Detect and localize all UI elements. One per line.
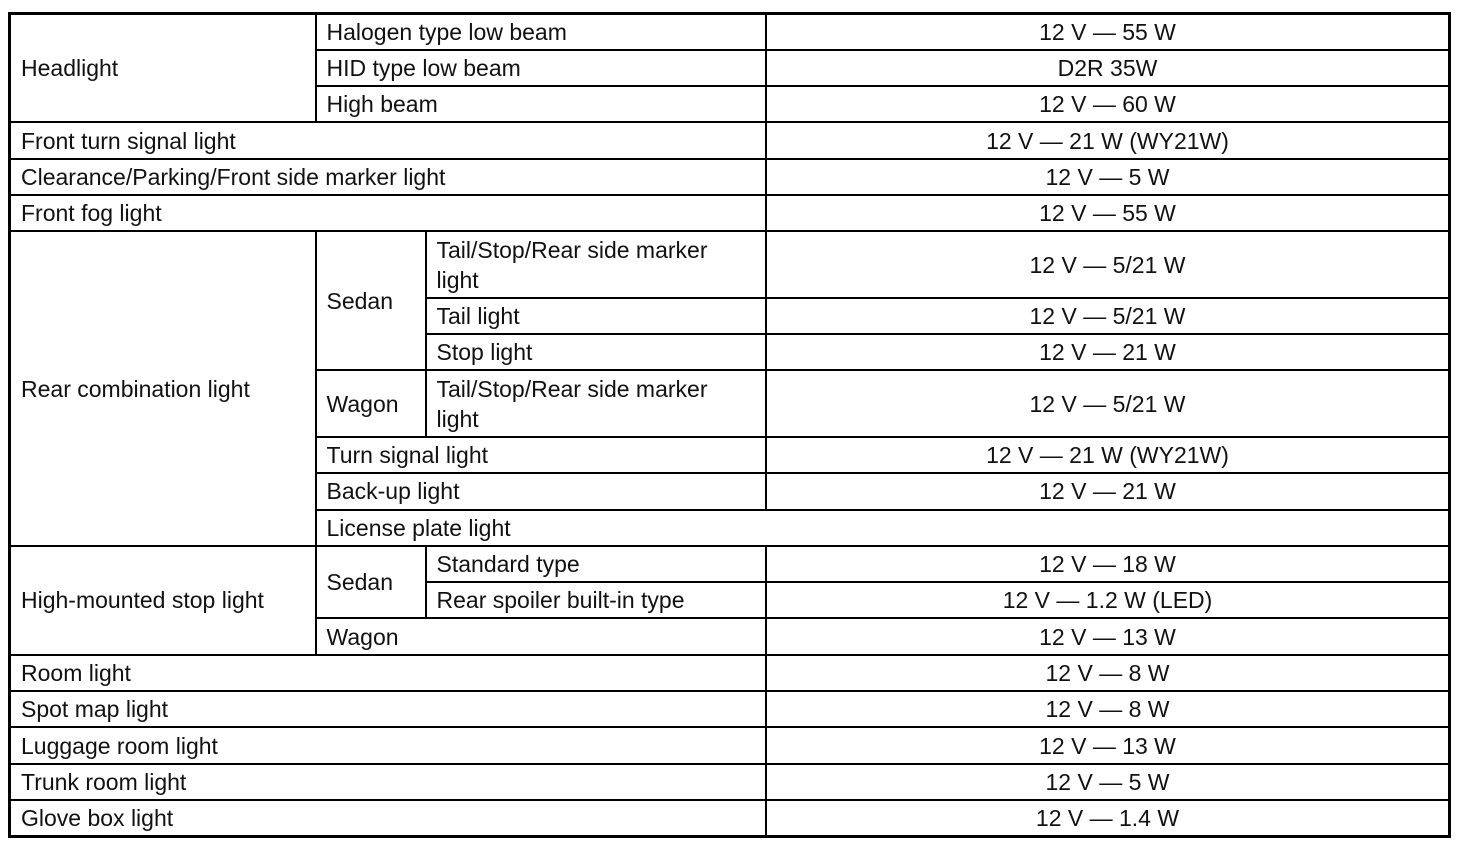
backup-light-label: Back-up light xyxy=(316,473,766,509)
glove-box-light-label: Glove box light xyxy=(10,800,766,837)
table-row xyxy=(10,691,1450,727)
luggage-room-light-label: Luggage room light xyxy=(10,727,766,763)
spot-map-light-value: 12 V — 8 W xyxy=(766,691,1450,727)
rear-combination-label: Rear combination light xyxy=(10,231,316,546)
sedan-tail-stop-marker-label: Tail/Stop/Rear side marker light xyxy=(426,231,766,298)
sedan-stop-light-label: Stop light xyxy=(426,334,766,370)
table-row xyxy=(10,727,1450,763)
luggage-room-light-value: 12 V — 13 W xyxy=(766,727,1450,763)
table-row xyxy=(10,159,1450,195)
wagon-tail-stop-marker-label: Tail/Stop/Rear side marker light xyxy=(426,370,766,437)
headlight-label: Headlight xyxy=(10,14,316,123)
room-light-label: Room light xyxy=(10,655,766,691)
table-row xyxy=(10,800,1450,837)
standard-type-value: 12 V — 18 W xyxy=(766,546,1450,582)
clearance-light-value: 12 V — 5 W xyxy=(766,159,1450,195)
rear-turn-signal-value: 12 V — 21 W (WY21W) xyxy=(766,437,1450,473)
sedan-tail-light-label: Tail light xyxy=(426,298,766,334)
rear-spoiler-type-value: 12 V — 1.2 W (LED) xyxy=(766,582,1450,618)
high-mounted-wagon-value: 12 V — 13 W xyxy=(766,618,1450,654)
rear-spoiler-type-label: Rear spoiler built-in type xyxy=(426,582,766,618)
front-turn-signal-label: Front turn signal light xyxy=(10,122,766,158)
wagon-tail-stop-marker-value: 12 V — 5/21 W xyxy=(766,370,1450,437)
clearance-light-label: Clearance/Parking/Front side marker light xyxy=(10,159,766,195)
halogen-low-beam-label: Halogen type low beam xyxy=(316,14,766,50)
table-row xyxy=(10,546,1450,582)
table-row xyxy=(10,195,1450,231)
sedan-tail-light-value: 12 V — 5/21 W xyxy=(766,298,1450,334)
table-row xyxy=(10,122,1450,158)
table-row xyxy=(10,655,1450,691)
hid-low-beam-label: HID type low beam xyxy=(316,50,766,86)
high-mounted-wagon-label: Wagon xyxy=(316,618,766,654)
glove-box-light-value: 12 V — 1.4 W xyxy=(766,800,1450,837)
front-fog-light-label: Front fog light xyxy=(10,195,766,231)
table-row xyxy=(10,231,1450,298)
room-light-value: 12 V — 8 W xyxy=(766,655,1450,691)
hid-low-beam-value: D2R 35W xyxy=(766,50,1450,86)
bulb-specification-table xyxy=(8,12,1451,838)
rear-turn-signal-label: Turn signal light xyxy=(316,437,766,473)
front-turn-signal-value: 12 V — 21 W (WY21W) xyxy=(766,122,1450,158)
spot-map-light-label: Spot map light xyxy=(10,691,766,727)
trunk-room-light-label: Trunk room light xyxy=(10,764,766,800)
high-beam-label: High beam xyxy=(316,86,766,122)
sedan-stop-light-value: 12 V — 21 W xyxy=(766,334,1450,370)
rear-wagon-label: Wagon xyxy=(316,370,426,437)
table-row xyxy=(10,14,1450,50)
sedan-tail-stop-marker-value: 12 V — 5/21 W xyxy=(766,231,1450,298)
high-mounted-sedan-label: Sedan xyxy=(316,546,426,619)
trunk-room-light-value: 12 V — 5 W xyxy=(766,764,1450,800)
standard-type-label: Standard type xyxy=(426,546,766,582)
backup-light-value: 12 V — 21 W xyxy=(766,473,1450,509)
halogen-low-beam-value: 12 V — 55 W xyxy=(766,14,1450,50)
table-row xyxy=(10,764,1450,800)
license-plate-light-label: License plate light xyxy=(316,510,1450,546)
high-mounted-stop-label: High-mounted stop light xyxy=(10,546,316,655)
rear-sedan-label: Sedan xyxy=(316,231,426,370)
high-beam-value: 12 V — 60 W xyxy=(766,86,1450,122)
front-fog-light-value: 12 V — 55 W xyxy=(766,195,1450,231)
